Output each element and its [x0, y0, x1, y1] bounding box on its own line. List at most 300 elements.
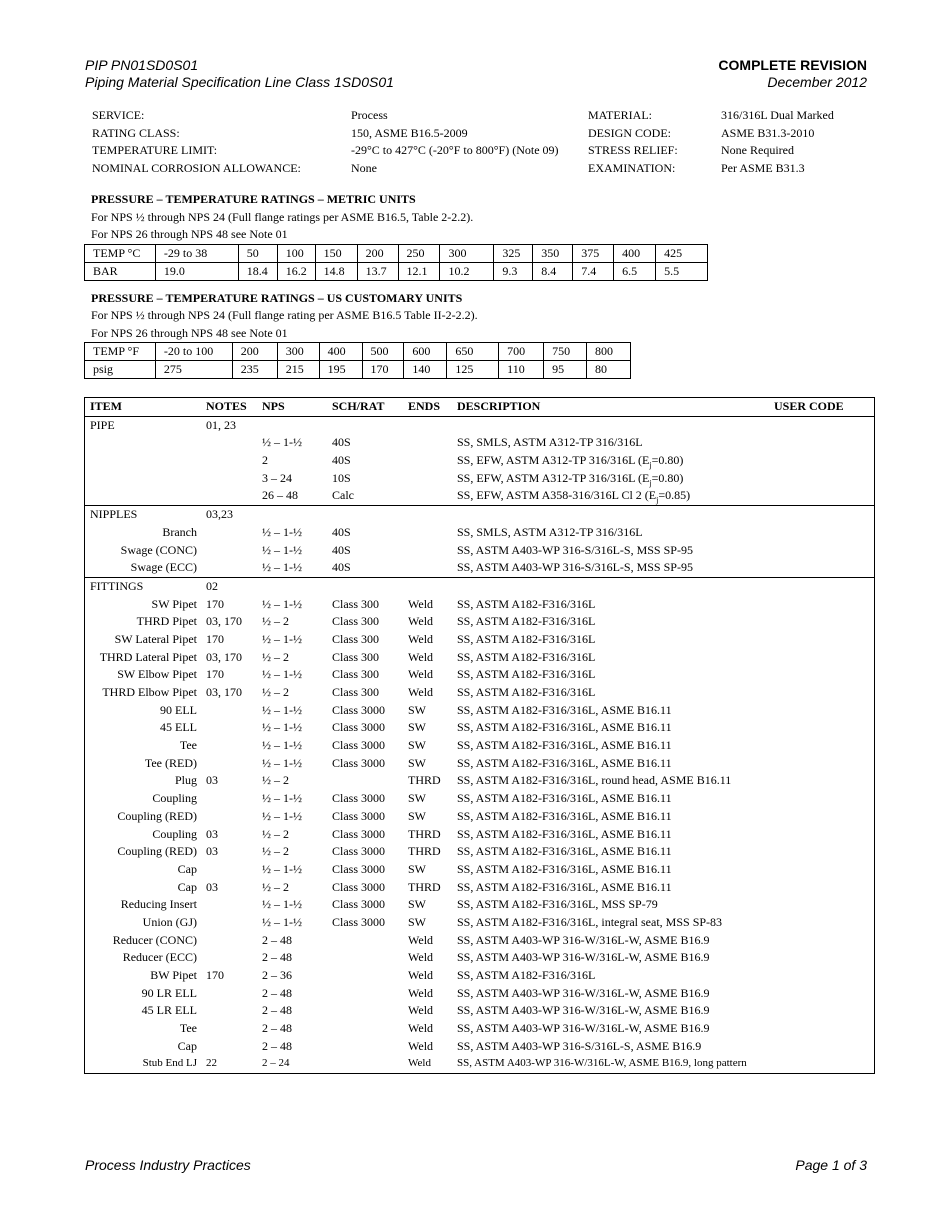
- item-name: Branch: [162, 524, 197, 539]
- metric-cell: 12.1: [398, 263, 440, 281]
- item-sch-rat: Class 3000: [332, 879, 386, 894]
- header-user-code: USER CODE: [774, 399, 844, 413]
- revision-date: December 2012: [767, 74, 867, 90]
- item-nps: ½ – 2: [262, 649, 289, 664]
- description-text: SS, ASTM A182-F316/316L, ASME B16.11: [457, 720, 672, 735]
- table-row: [85, 524, 874, 542]
- item-description: [457, 879, 672, 897]
- item-description: [457, 985, 709, 1003]
- us-cell: psig: [85, 361, 156, 379]
- description-text: SS, EFW, ASTM A358-316/316L Cl 2 (E: [457, 488, 657, 503]
- table-row: [85, 719, 874, 737]
- fittings-group-label: FITTINGS: [90, 578, 144, 593]
- item-description: [457, 932, 709, 950]
- table-row: [85, 1002, 874, 1020]
- nipples-group-notes: 03,23: [206, 507, 233, 522]
- us-cell: 800: [586, 343, 630, 361]
- item-nps: 2 – 48: [262, 932, 292, 947]
- item-description: [457, 434, 643, 452]
- table-row: [85, 896, 874, 914]
- metric-ratings-table: [84, 244, 708, 281]
- item-ends: SW: [408, 808, 426, 823]
- service-label: RATING CLASS:: [92, 125, 180, 140]
- item-ends: Weld: [408, 950, 434, 965]
- item-nps: ½ – 2: [262, 685, 289, 699]
- service-values-left: [351, 107, 559, 177]
- item-nps: ½ – 1-½: [262, 755, 302, 770]
- item-sch-rat: Class 3000: [332, 844, 386, 859]
- table-row: [85, 772, 874, 790]
- metric-cell: 19.0: [155, 263, 238, 281]
- item-nps: ½ – 1-½: [262, 914, 302, 929]
- metric-cell: 10.2: [440, 263, 494, 281]
- metric-cell: 50: [238, 245, 277, 263]
- item-ends: THRD: [408, 773, 441, 788]
- item-ends: SW: [408, 720, 426, 735]
- item-description: [457, 790, 672, 808]
- item-name: Cap: [177, 1038, 197, 1053]
- item-description: [457, 826, 672, 844]
- us-cell: 600: [404, 343, 447, 361]
- table-row: [85, 808, 874, 826]
- metric-cell: 6.5: [614, 263, 656, 281]
- service-label: NOMINAL CORROSION ALLOWANCE:: [92, 160, 301, 175]
- us-psig-row: [85, 361, 631, 379]
- item-name: THRD Lateral Pipet: [99, 649, 197, 664]
- metric-note-2: For NPS 26 through NPS 48 see Note 01: [91, 227, 288, 241]
- description-text: SS, ASTM A403-WP 316-S/316L-S, MSS SP-95: [457, 542, 693, 557]
- item-ends: Weld: [408, 1038, 434, 1053]
- metric-cell: BAR: [85, 263, 156, 281]
- joint-factor-subscript: j: [649, 460, 652, 470]
- item-nps: ½ – 1-½: [262, 560, 302, 575]
- item-description: [457, 649, 595, 667]
- item-ends: Weld: [408, 932, 434, 947]
- item-nps: ½ – 1-½: [262, 596, 302, 611]
- service-labels-right: [588, 107, 678, 177]
- item-ends: THRD: [408, 826, 441, 841]
- item-ends: Weld: [408, 1057, 431, 1070]
- item-name: THRD Elbow Pipet: [102, 685, 197, 699]
- fittings-group-notes: 02: [206, 578, 218, 593]
- service-value: Per ASME B31.3: [721, 160, 805, 175]
- footer-page-number: Page 1 of 3: [795, 1157, 867, 1173]
- item-name: 45 ELL: [160, 720, 197, 735]
- us-cell: 500: [362, 343, 404, 361]
- item-name: Swage (CONC): [120, 542, 197, 557]
- item-ends: Weld: [408, 667, 434, 682]
- service-labels-left: [92, 107, 301, 177]
- item-description: [457, 914, 722, 932]
- item-name: SW Elbow Pipet: [117, 667, 197, 682]
- description-text: SS, ASTM A182-F316/316L: [457, 649, 596, 664]
- item-description: [457, 666, 595, 684]
- item-name: 90 ELL: [160, 702, 197, 717]
- metric-cell: 325: [494, 245, 533, 263]
- description-text: SS, ASTM A182-F316/316L, integral seat, MSS SP-83: [457, 914, 723, 929]
- item-nps: ½ – 1-½: [262, 542, 302, 557]
- document-header-right: [718, 57, 867, 91]
- fittings-group-row: [85, 578, 874, 596]
- table-row: [85, 914, 874, 932]
- item-notes: 03: [206, 879, 218, 894]
- item-name: 45 LR ELL: [141, 1003, 197, 1018]
- item-sch-rat: Class 300: [332, 614, 380, 629]
- item-nps: ½ – 2: [262, 773, 289, 788]
- us-cell: 400: [319, 343, 362, 361]
- item-nps: 2 – 48: [262, 1003, 292, 1018]
- table-row: [85, 542, 874, 560]
- service-value: 316/316L Dual Marked: [721, 108, 834, 122]
- document-title: Piping Material Specification Line Class 1SD0S01: [85, 74, 394, 90]
- item-sch-rat: Class 3000: [332, 702, 386, 717]
- us-cell: 80: [586, 361, 630, 379]
- item-description: [457, 949, 709, 967]
- us-cell: 170: [362, 361, 404, 379]
- description-text: SS, ASTM A403-WP 316-W/316L-W, ASME B16.9: [457, 1003, 710, 1018]
- item-ends: SW: [408, 755, 426, 770]
- pipe-group-label: PIPE: [90, 417, 115, 432]
- table-row: [85, 737, 874, 755]
- us-cell: 750: [544, 343, 587, 361]
- us-ratings-table: [84, 342, 631, 379]
- metric-cell: 7.4: [573, 263, 614, 281]
- header-item: ITEM: [90, 399, 123, 413]
- description-text: SS, ASTM A182-F316/316L, ASME B16.11: [457, 791, 672, 806]
- description-text: SS, ASTM A182-F316/316L: [457, 968, 596, 982]
- description-text: SS, ASTM A182-F316/316L, ASME B16.11: [457, 738, 672, 753]
- description-text: SS, EFW, ASTM A312-TP 316/316L (E: [457, 470, 650, 485]
- header-notes: NOTES: [206, 399, 247, 413]
- item-description: [457, 843, 672, 861]
- pipe-group-row: [85, 417, 874, 435]
- item-sch-rat: Class 3000: [332, 808, 386, 823]
- table-row: [85, 1038, 874, 1056]
- description-tail: =0.80): [651, 453, 684, 468]
- item-sch-rat: 40S: [332, 453, 351, 468]
- description-text: SS, ASTM A182-F316/316L: [457, 614, 596, 629]
- item-name: 90 LR ELL: [141, 985, 197, 1000]
- item-ends: SW: [408, 861, 426, 876]
- item-sch-rat: 40S: [332, 542, 351, 557]
- metric-cell: 18.4: [238, 263, 277, 281]
- us-cell: TEMP °F: [85, 343, 156, 361]
- metric-cell: 13.7: [357, 263, 398, 281]
- metric-cell: 425: [656, 245, 708, 263]
- us-cell: 140: [404, 361, 447, 379]
- item-description: [457, 702, 672, 720]
- item-nps: ½ – 1-½: [262, 808, 302, 823]
- item-sch-rat: Class 3000: [332, 826, 386, 841]
- item-nps: 2: [262, 453, 268, 468]
- description-text: SS, EFW, ASTM A312-TP 316/316L (E: [457, 453, 650, 468]
- us-cell: 125: [447, 361, 499, 379]
- item-nps: 2 – 36: [262, 968, 292, 982]
- item-nps: 2 – 48: [262, 1038, 292, 1053]
- us-cell: 95: [544, 361, 587, 379]
- table-row: [85, 1020, 874, 1038]
- item-name: Coupling: [152, 826, 197, 841]
- us-cell: 200: [232, 343, 277, 361]
- description-text: SS, ASTM A182-F316/316L: [457, 667, 596, 682]
- item-sch-rat: 40S: [332, 435, 351, 450]
- description-text: SS, ASTM A182-F316/316L, MSS SP-79: [457, 897, 658, 912]
- table-row: [85, 559, 874, 577]
- item-nps: ½ – 2: [262, 844, 289, 859]
- item-notes: 170: [206, 596, 224, 611]
- us-cell: 300: [277, 343, 319, 361]
- item-ends: SW: [408, 914, 426, 929]
- item-name: SW Lateral Pipet: [114, 631, 197, 646]
- metric-cell: -29 to 38: [155, 245, 238, 263]
- description-text: SS, ASTM A403-WP 316-W/316L-W, ASME B16.9: [457, 985, 710, 1000]
- item-sch-rat: Class 300: [332, 667, 380, 682]
- item-ends: Weld: [408, 968, 434, 982]
- item-ends: THRD: [408, 879, 441, 894]
- item-notes: 03: [206, 826, 218, 841]
- item-description: [457, 772, 731, 790]
- item-name: Cap: [177, 861, 197, 876]
- item-ends: SW: [408, 897, 426, 912]
- metric-cell: 150: [315, 245, 357, 263]
- item-ends: Weld: [408, 614, 434, 629]
- item-ends: Weld: [408, 1003, 434, 1018]
- item-nps: ½ – 2: [262, 826, 289, 841]
- pipe-group: [85, 416, 874, 505]
- description-text: SS, ASTM A182-F316/316L, ASME B16.11: [457, 702, 672, 717]
- description-text: SS, SMLS, ASTM A312-TP 316/316L: [457, 524, 643, 539]
- document-id: PIP PN01SD0S01: [85, 57, 199, 73]
- item-name: Stub End LJ: [142, 1057, 197, 1070]
- item-notes: 170: [206, 968, 224, 982]
- metric-cell: 8.4: [533, 263, 573, 281]
- description-text: SS, ASTM A182-F316/316L: [457, 596, 596, 611]
- item-name: Coupling: [152, 791, 197, 806]
- item-name: Tee: [179, 738, 197, 753]
- item-ends: Weld: [408, 631, 434, 646]
- item-notes: 03: [206, 844, 218, 859]
- item-description: [457, 542, 693, 560]
- service-value: 150, ASME B16.5-2009: [351, 125, 468, 140]
- header-ends: ENDS: [408, 399, 441, 413]
- item-notes: 03: [206, 773, 218, 788]
- header-description: DESCRIPTION: [457, 399, 541, 413]
- item-nps: ½ – 1-½: [262, 861, 302, 876]
- item-nps: ½ – 1-½: [262, 702, 302, 717]
- us-ratings-title: PRESSURE – TEMPERATURE RATINGS – US CUSTOMARY UNITS: [91, 291, 463, 305]
- description-text: SS, ASTM A182-F316/316L, round head, ASME B16.11: [457, 773, 732, 788]
- item-sch-rat: Calc: [332, 488, 354, 503]
- item-nps: 26 – 48: [262, 488, 298, 503]
- us-cell: 110: [499, 361, 544, 379]
- item-sch-rat: Class 3000: [332, 897, 386, 912]
- item-sch-rat: Class 3000: [332, 791, 386, 806]
- metric-cell: 350: [533, 245, 573, 263]
- metric-cell: 16.2: [277, 263, 315, 281]
- description-text: SS, ASTM A182-F316/316L, ASME B16.11: [457, 844, 672, 859]
- item-description: [457, 861, 672, 879]
- description-text: SS, SMLS, ASTM A312-TP 316/316L: [457, 435, 643, 450]
- item-name: Tee (RED): [144, 755, 197, 770]
- item-name: Reducer (ECC): [122, 950, 197, 965]
- description-text: SS, ASTM A182-F316/316L, ASME B16.11: [457, 826, 672, 841]
- us-cell: 215: [277, 361, 319, 379]
- item-name: Plug: [174, 773, 197, 788]
- table-row: [85, 649, 874, 667]
- table-row: [85, 790, 874, 808]
- item-description: [457, 524, 643, 542]
- service-label: EXAMINATION:: [588, 160, 676, 175]
- item-sch-rat: 10S: [332, 470, 351, 485]
- item-nps: ½ – 1-½: [262, 667, 302, 682]
- item-name: Cap: [177, 879, 197, 894]
- description-text: SS, ASTM A182-F316/316L: [457, 685, 596, 699]
- item-sch-rat: Class 3000: [332, 914, 386, 929]
- item-notes: 03, 170: [206, 614, 242, 629]
- service-value: -29°C to 427°C (-20°F to 800°F) (Note 09): [351, 143, 559, 157]
- table-row: [85, 1055, 874, 1073]
- service-value: Process: [351, 108, 388, 122]
- metric-cell: 14.8: [315, 263, 357, 281]
- description-text: SS, ASTM A403-WP 316-W/316L-W, ASME B16.9: [457, 950, 710, 965]
- description-text: SS, ASTM A403-WP 316-S/316L-S, ASME B16.9: [457, 1038, 702, 1053]
- item-ends: Weld: [408, 985, 434, 1000]
- service-label: MATERIAL:: [588, 108, 652, 122]
- fittings-group: [85, 577, 874, 1073]
- us-note-2: For NPS 26 through NPS 48 see Note 01: [91, 326, 288, 340]
- item-sch-rat: 40S: [332, 560, 351, 575]
- metric-temp-row: [85, 245, 708, 263]
- table-row: [85, 596, 874, 614]
- item-name: Coupling (RED): [117, 844, 197, 859]
- description-text: SS, ASTM A182-F316/316L: [457, 631, 596, 646]
- service-value: ASME B31.3-2010: [721, 125, 815, 140]
- service-values-right: [721, 107, 834, 177]
- item-name: Coupling (RED): [117, 808, 197, 823]
- item-name: Swage (ECC): [130, 560, 197, 575]
- us-note-1: For NPS ½ through NPS 24 (Full flange rating per ASME B16.5 Table II-2-2.2).: [91, 308, 478, 322]
- material-table-header: [85, 398, 874, 416]
- joint-factor-subscript: j: [649, 478, 652, 488]
- item-name: Reducing Insert: [120, 897, 197, 912]
- item-description: [457, 967, 595, 985]
- description-text: SS, ASTM A403-WP 316-W/316L-W, ASME B16.9, long pattern: [457, 1057, 747, 1070]
- table-row: [85, 967, 874, 985]
- header-sch-rat: SCH/RAT: [332, 399, 385, 413]
- service-value: None Required: [721, 143, 794, 157]
- table-row: [85, 613, 874, 631]
- table-row: [85, 684, 874, 702]
- item-ends: SW: [408, 738, 426, 753]
- table-row: [85, 666, 874, 684]
- item-nps: ½ – 2: [262, 614, 289, 629]
- table-row: [85, 826, 874, 844]
- item-ends: Weld: [408, 1021, 434, 1036]
- us-temp-row: [85, 343, 631, 361]
- item-ends: Weld: [408, 649, 434, 664]
- item-notes: 03, 170: [206, 649, 242, 664]
- description-text: SS, ASTM A182-F316/316L, ASME B16.11: [457, 808, 672, 823]
- metric-cell: 9.3: [494, 263, 533, 281]
- item-nps: 2 – 48: [262, 1021, 292, 1036]
- table-row: [85, 985, 874, 1003]
- table-row: [85, 702, 874, 720]
- description-text: SS, ASTM A403-WP 316-S/316L-S, MSS SP-95: [457, 560, 693, 575]
- item-sch-rat: Class 3000: [332, 755, 386, 770]
- description-text: SS, ASTM A403-WP 316-W/316L-W, ASME B16.9: [457, 932, 710, 947]
- item-name: THRD Pipet: [136, 614, 197, 629]
- table-row: [85, 932, 874, 950]
- item-description: [457, 1038, 701, 1056]
- metric-cell: 200: [357, 245, 398, 263]
- header-nps: NPS: [262, 399, 285, 413]
- table-row: [85, 631, 874, 649]
- item-description: [457, 896, 658, 914]
- material-table: [84, 397, 875, 1074]
- table-row: [85, 843, 874, 861]
- item-nps: 2 – 24: [262, 1057, 290, 1070]
- table-row: [85, 434, 874, 452]
- item-name: Reducer (CONC): [112, 932, 197, 947]
- us-cell: 195: [319, 361, 362, 379]
- footer-publisher: Process Industry Practices: [85, 1157, 251, 1173]
- table-row: [85, 949, 874, 967]
- description-text: SS, ASTM A182-F316/316L, ASME B16.11: [457, 879, 672, 894]
- metric-cell: 250: [398, 245, 440, 263]
- metric-cell: 300: [440, 245, 494, 263]
- metric-note-1: For NPS ½ through NPS 24 (Full flange ratings per ASME B16.5, Table 2-2.2).: [91, 210, 474, 224]
- us-cell: -20 to 100: [155, 343, 232, 361]
- description-tail: =0.80): [651, 470, 684, 485]
- service-label: SERVICE:: [92, 108, 145, 122]
- item-sch-rat: Class 300: [332, 649, 380, 664]
- table-row: [85, 879, 874, 897]
- metric-cell: 100: [277, 245, 315, 263]
- item-ends: SW: [408, 791, 426, 806]
- description-text: SS, ASTM A403-WP 316-W/316L-W, ASME B16.9: [457, 1021, 710, 1036]
- item-sch-rat: Class 3000: [332, 720, 386, 735]
- item-sch-rat: Class 3000: [332, 738, 386, 753]
- item-nps: ½ – 1-½: [262, 791, 302, 806]
- us-cell: 235: [232, 361, 277, 379]
- us-cell: 650: [447, 343, 499, 361]
- item-description: [457, 755, 672, 773]
- item-description: [457, 1002, 709, 1020]
- item-description: [457, 737, 672, 755]
- item-sch-rat: Class 300: [332, 631, 380, 646]
- item-nps: ½ – 1-½: [262, 435, 302, 450]
- description-tail: =0.85): [658, 488, 691, 503]
- nipples-group-row: [85, 506, 874, 524]
- item-description: [457, 596, 595, 614]
- item-nps: ½ – 1-½: [262, 524, 302, 539]
- nipples-group: [85, 505, 874, 577]
- us-cell: 700: [499, 343, 544, 361]
- item-description: [457, 631, 595, 649]
- item-ends: Weld: [408, 685, 434, 699]
- document-header-left: [85, 57, 394, 91]
- description-text: SS, ASTM A182-F316/316L, ASME B16.11: [457, 861, 672, 876]
- item-nps: ½ – 1-½: [262, 631, 302, 646]
- description-text: SS, ASTM A182-F316/316L, ASME B16.11: [457, 755, 672, 770]
- item-description: [457, 808, 672, 826]
- item-description: [457, 613, 595, 631]
- item-description: [457, 719, 672, 737]
- item-nps: ½ – 1-½: [262, 897, 302, 912]
- table-row: [85, 452, 874, 470]
- item-name: Tee: [179, 1021, 197, 1036]
- service-label: TEMPERATURE LIMIT:: [92, 143, 218, 157]
